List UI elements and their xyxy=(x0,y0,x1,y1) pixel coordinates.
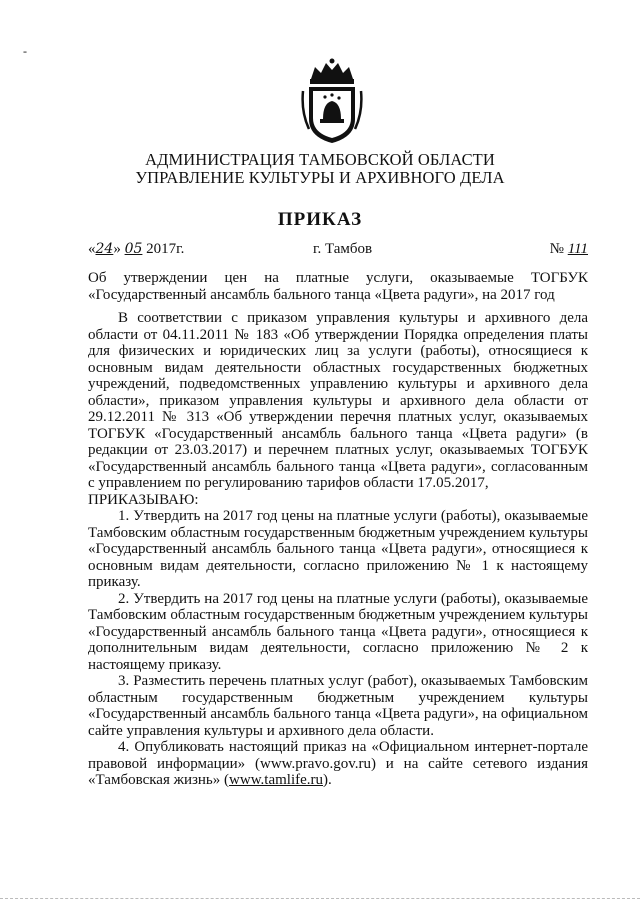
org-line-department: УПРАВЛЕНИЕ КУЛЬТУРЫ И АРХИВНОГО ДЕЛА xyxy=(135,168,505,187)
order-item-4-tail: ). xyxy=(323,772,332,788)
number-value: 111 xyxy=(567,241,588,257)
document-city: г. Тамбов xyxy=(313,241,373,257)
number-prefix: № xyxy=(549,241,564,257)
order-item-2: 2. Утвердить на 2017 год цены на платные услуги (работы), оказываемые Тамбовским областным государственным бюджетным учреждением культуры «Государственный ансамбль бального танца «Цвета радуги», относящиеся к дополнительным видам деятельности, согласно приложению № 2 к настоящему приказу. xyxy=(88,590,588,673)
document-date xyxy=(88,241,184,258)
preamble-paragraph: В соответствии с приказом управления культуры и архивного дела области от 04.11.2011 № 183 «Об утверждении Порядка определения платы для физических и юридических лиц за услуги (работы), относящиеся к основным видам деятельности областных государственных бюджетных учреждений, подведомственных управлению культуры и архивного дела области», приказом управления культуры и архивного дела области от 29.12.2011 № 313 «Об утверждении перечня платных услуг, оказываемых ТОГБУК «Государственный ансамбль бального танца «Цвета радуги» (в редакции от 23.03.2017) и перечнем платных услуг, оказываемых ТОГБУК «Государственный ансамбль бального танца «Цвета радуги», согласованным с управлением по регулированию тарифов области 17.05.2017, xyxy=(88,310,588,491)
date-year: 2017г. xyxy=(146,241,185,257)
date-day: 24 xyxy=(95,241,114,257)
date-month: 05 xyxy=(124,241,143,257)
org-line-administration: АДМИНИСТРАЦИЯ ТАМБОВСКОЙ ОБЛАСТИ xyxy=(145,150,495,169)
date-close-quote: » xyxy=(113,241,121,257)
document-body xyxy=(88,310,588,789)
date-open-quote: « xyxy=(88,241,96,257)
order-item-4 xyxy=(88,739,588,789)
document-subject: Об утверждении цен на платные услуги, оказываемые ТОГБУК «Государственный ансамбль бального танца «Цвета радуги», на 2017 год xyxy=(88,270,588,303)
tambov-coat-of-arms-icon xyxy=(301,57,363,145)
order-word: ПРИКАЗЫВАЮ: xyxy=(88,491,199,508)
order-item-1: 1. Утвердить на 2017 год цены на платные услуги (работы), оказываемые Тамбовским областным государственным бюджетным учреждением культуры «Государственный ансамбль бального танца «Цвета радуги», относящиеся к основным видам деятельности, согласно приложению № 1 к настоящему приказу. xyxy=(88,508,588,590)
dateline xyxy=(88,241,588,261)
document-number xyxy=(550,241,588,258)
tamlife-link[interactable]: www.tamlife.ru xyxy=(229,772,324,788)
margin-mark: - xyxy=(23,44,27,58)
document-title: ПРИКАЗ xyxy=(277,209,363,230)
order-item-3: 3. Разместить перечень платных услуг (работ), оказываемых Тамбовским областным государственным бюджетным учреждением культуры «Государственный ансамбль бального танца «Цвета радуги», на официальном сайте управления культуры и архивного дела области. xyxy=(88,673,588,739)
page-bottom-edge xyxy=(0,895,640,899)
order-item-4-text: 4. Опубликовать настоящий приказ на «Официальном интернет-портале правовой информации» (www.pravo.gov.ru) и на сайте сетевого издания «Тамбовская жизнь» ( xyxy=(88,739,588,788)
